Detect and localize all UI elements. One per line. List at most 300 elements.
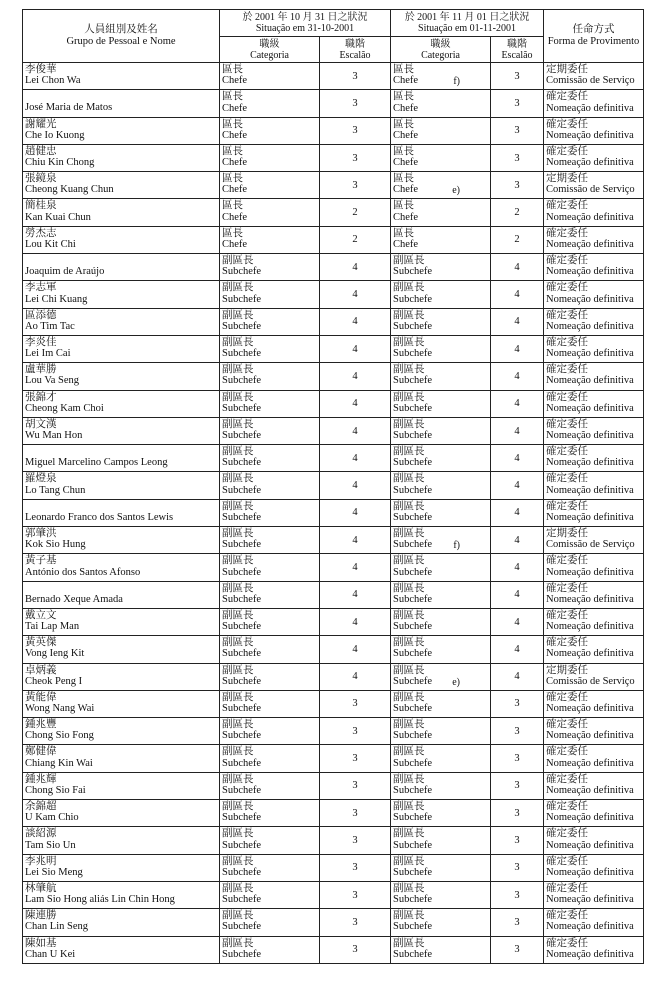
categoria-2-zh: 副區長: [393, 828, 425, 840]
forma-zh: 定期委任: [546, 64, 589, 75]
footnote-mark: e): [452, 185, 460, 197]
header-situation-2-pt: Situação em 01-11-2001: [418, 23, 516, 34]
escalao-2-cell: 4: [491, 663, 544, 690]
categoria-1-cell: [220, 63, 320, 90]
name-pt: Chan Lin Seng: [25, 921, 88, 933]
header-forma-zh: 任命方式: [572, 24, 615, 35]
categoria-2-cell: [391, 63, 491, 90]
forma-zh: 確定委任: [546, 391, 589, 403]
forma-cell: [544, 527, 644, 554]
categoria-2-zh: 副區長: [393, 882, 425, 894]
escalao-1-cell: 4: [320, 554, 391, 581]
forma-cell: [544, 800, 644, 827]
table-row: [23, 445, 644, 472]
categoria-1-cell: [220, 772, 320, 799]
forma-pt: Comissão de Serviço: [546, 184, 635, 196]
name-cell: [23, 800, 220, 827]
name-pt: Joaquim de Araújo: [25, 266, 105, 278]
categoria-2-zh: 副區長: [393, 609, 425, 621]
categoria-1-pt: Chefe: [222, 184, 248, 196]
table-row: [23, 472, 644, 499]
forma-cell: [544, 827, 644, 854]
name-zh: [25, 91, 219, 102]
categoria-2-pt: Subchefe: [393, 812, 433, 824]
table-row: [23, 254, 644, 281]
table-row: [23, 772, 644, 799]
forma-zh: 確定委任: [546, 418, 589, 430]
categoria-2-cell: [391, 472, 491, 499]
name-pt: José Maria de Matos: [25, 102, 113, 114]
categoria-1-zh: 副區長: [222, 910, 254, 922]
categoria-1-cell: [220, 827, 320, 854]
name-zh: 陳如基: [25, 937, 57, 949]
escalao-1-cell: 2: [320, 226, 391, 253]
categoria-1-zh: 副區長: [222, 255, 254, 267]
categoria-1-cell: [220, 581, 320, 608]
escalao-2-cell: 3: [491, 909, 544, 936]
escalao-1-cell: 4: [320, 445, 391, 472]
table-header: [23, 10, 644, 63]
categoria-2-cell: [391, 226, 491, 253]
name-cell: [23, 745, 220, 772]
escalao-2-cell: 4: [491, 281, 544, 308]
categoria-1-cell: [220, 363, 320, 390]
categoria-2-cell: [391, 172, 491, 199]
escalao-2-cell: 4: [491, 390, 544, 417]
categoria-1-pt: Subchefe: [222, 757, 262, 769]
categoria-2-zh: 副區長: [393, 473, 425, 485]
categoria-2-zh: 副區長: [393, 418, 425, 430]
name-pt: Wong Nang Wai: [25, 703, 95, 715]
escalao-1-cell: 3: [320, 800, 391, 827]
forma-pt: Comissão de Serviço: [546, 539, 635, 551]
forma-cell: [544, 690, 644, 717]
forma-pt: Nomeação definitiva: [546, 375, 634, 387]
categoria-2-pt: Subchefe: [393, 566, 433, 578]
categoria-1-zh: 副區長: [222, 609, 254, 621]
name-pt: Chong Sio Fai: [25, 784, 86, 796]
table-row: [23, 745, 644, 772]
escalao-2-cell: 3: [491, 827, 544, 854]
escalao-2-cell: 4: [491, 445, 544, 472]
escalao-2-cell: 4: [491, 417, 544, 444]
name-zh: 林肇航: [25, 882, 57, 894]
name-cell: [23, 172, 220, 199]
categoria-2-zh: 副區長: [393, 855, 425, 867]
categoria-1-zh: 區長: [222, 145, 243, 157]
forma-pt: Nomeação definitiva: [546, 621, 634, 633]
categoria-1-cell: [220, 199, 320, 226]
forma-cell: [544, 308, 644, 335]
name-zh: 鄭健偉: [25, 746, 57, 758]
categoria-2-cell: [391, 117, 491, 144]
escalao-1-cell: 3: [320, 144, 391, 171]
forma-pt: Comissão de Serviço: [546, 675, 635, 687]
forma-cell: [544, 881, 644, 908]
forma-zh: 確定委任: [546, 473, 589, 485]
categoria-2-pt: Chefe: [393, 129, 419, 141]
categoria-1-cell: [220, 417, 320, 444]
table-row: [23, 363, 644, 390]
categoria-2-pt: Chefe: [393, 211, 419, 223]
forma-zh: 確定委任: [546, 882, 589, 894]
name-cell: [23, 718, 220, 745]
categoria-1-zh: 區長: [222, 200, 243, 212]
categoria-2-cell: [391, 281, 491, 308]
categoria-1-cell: [220, 499, 320, 526]
categoria-1-cell: [220, 554, 320, 581]
forma-zh: 確定委任: [546, 255, 589, 267]
table-row: [23, 800, 644, 827]
escalao-1-cell: 3: [320, 854, 391, 881]
name-pt: Lei Sio Meng: [25, 866, 83, 878]
categoria-2-cell: [391, 144, 491, 171]
escalao-1-cell: 3: [320, 90, 391, 117]
escalao-2-cell: 3: [491, 172, 544, 199]
header-escalao-1: [320, 37, 391, 63]
categoria-1-pt: Subchefe: [222, 648, 262, 660]
escalao-1-cell: 2: [320, 199, 391, 226]
name-zh: 談紹源: [25, 828, 57, 840]
forma-cell: [544, 909, 644, 936]
categoria-1-pt: Subchefe: [222, 539, 262, 551]
header-categoria-2: [391, 37, 491, 63]
forma-pt: Nomeação definitiva: [546, 730, 634, 742]
forma-pt: Nomeação definitiva: [546, 784, 634, 796]
forma-cell: [544, 581, 644, 608]
escalao-2-cell: 3: [491, 800, 544, 827]
escalao-1-cell: 3: [320, 772, 391, 799]
name-zh: 卓炳義: [25, 664, 57, 676]
name-pt: António dos Santos Afonso: [25, 566, 141, 578]
categoria-2-cell: [391, 800, 491, 827]
categoria-2-zh: 副區長: [393, 773, 425, 785]
forma-pt: Nomeação definitiva: [546, 894, 634, 906]
header-esc-pt: Escalão: [501, 49, 533, 61]
table-row: [23, 608, 644, 635]
escalao-1-cell: 4: [320, 663, 391, 690]
escalao-2-cell: 4: [491, 581, 544, 608]
forma-pt: Nomeação definitiva: [546, 839, 634, 851]
table-row: [23, 690, 644, 717]
escalao-2-cell: 3: [491, 854, 544, 881]
name-cell: [23, 608, 220, 635]
forma-pt: Nomeação definitiva: [546, 211, 634, 223]
forma-zh: 確定委任: [546, 446, 589, 458]
forma-pt: Nomeação definitiva: [546, 812, 634, 824]
table-row: [23, 499, 644, 526]
name-zh: [25, 446, 219, 457]
categoria-2-pt: Chefe: [393, 157, 419, 169]
forma-zh: 確定委任: [546, 227, 589, 239]
name-cell: [23, 581, 220, 608]
name-pt: Ao Tim Tac: [25, 320, 75, 332]
table-row: [23, 881, 644, 908]
escalao-1-cell: 4: [320, 363, 391, 390]
forma-zh: 確定委任: [546, 500, 589, 512]
table-row: [23, 554, 644, 581]
table-row: [23, 144, 644, 171]
forma-pt: Nomeação definitiva: [546, 266, 634, 278]
categoria-2-cell: [391, 445, 491, 472]
name-cell: [23, 690, 220, 717]
categoria-1-zh: 副區長: [222, 719, 254, 731]
name-cell: [23, 144, 220, 171]
forma-cell: [544, 854, 644, 881]
categoria-1-zh: 副區長: [222, 500, 254, 512]
categoria-1-zh: 副區長: [222, 882, 254, 894]
escalao-1-cell: 4: [320, 472, 391, 499]
escalao-2-cell: 4: [491, 335, 544, 362]
categoria-1-cell: [220, 800, 320, 827]
forma-cell: [544, 745, 644, 772]
name-zh: 李炎佳: [25, 336, 57, 348]
forma-zh: 確定委任: [546, 719, 589, 731]
categoria-1-cell: [220, 144, 320, 171]
categoria-2-zh: 副區長: [393, 336, 425, 348]
categoria-1-pt: Subchefe: [222, 675, 262, 687]
forma-pt: Comissão de Serviço: [546, 75, 635, 87]
categoria-2-cell: [391, 936, 491, 963]
escalao-1-cell: 3: [320, 909, 391, 936]
categoria-2-cell: [391, 663, 491, 690]
header-name-column: [23, 10, 220, 63]
categoria-1-pt: Chefe: [222, 129, 248, 141]
name-zh: 黃能偉: [25, 691, 57, 703]
escalao-2-cell: 4: [491, 499, 544, 526]
name-pt: U Kam Chio: [25, 812, 79, 824]
forma-zh: 確定委任: [546, 336, 589, 348]
name-pt: Wu Man Hon: [25, 430, 83, 442]
name-pt: Cheok Peng I: [25, 675, 83, 687]
categoria-1-zh: 副區長: [222, 746, 254, 758]
table-row: [23, 172, 644, 199]
name-pt: Lei Chon Wa: [25, 75, 81, 87]
categoria-1-zh: 區長: [222, 173, 243, 185]
categoria-1-zh: 區長: [222, 118, 243, 130]
name-cell: [23, 499, 220, 526]
categoria-1-zh: 區長: [222, 64, 243, 75]
categoria-1-cell: [220, 445, 320, 472]
name-pt: Miguel Marcelino Campos Leong: [25, 457, 168, 469]
forma-pt: Nomeação definitiva: [546, 430, 634, 442]
name-pt: Lam Sio Hong aliás Lin Chin Hong: [25, 894, 175, 906]
forma-zh: 確定委任: [546, 855, 589, 867]
header-situation-1-zh: 於 2001 年 10 月 31 日之狀況: [242, 12, 368, 23]
forma-cell: [544, 445, 644, 472]
escalao-2-cell: 4: [491, 554, 544, 581]
table-row: [23, 417, 644, 444]
name-cell: [23, 117, 220, 144]
forma-cell: [544, 199, 644, 226]
name-zh: 勞杰志: [25, 227, 57, 239]
categoria-2-pt: Subchefe: [393, 621, 433, 633]
categoria-1-pt: Subchefe: [222, 948, 262, 960]
categoria-1-zh: 副區長: [222, 773, 254, 785]
categoria-2-cell: [391, 718, 491, 745]
categoria-2-zh: 區長: [393, 118, 414, 130]
table-row: [23, 936, 644, 963]
categoria-1-cell: [220, 281, 320, 308]
forma-pt: Nomeação definitiva: [546, 648, 634, 660]
categoria-2-pt: Subchefe: [393, 484, 433, 496]
categoria-2-pt: Subchefe: [393, 921, 433, 933]
forma-pt: Nomeação definitiva: [546, 948, 634, 960]
escalao-1-cell: 4: [320, 417, 391, 444]
categoria-2-pt: Subchefe: [393, 457, 433, 469]
categoria-1-cell: [220, 117, 320, 144]
forma-zh: 確定委任: [546, 910, 589, 922]
name-cell: [23, 854, 220, 881]
categoria-2-cell: [391, 199, 491, 226]
table-row: [23, 226, 644, 253]
forma-cell: [544, 554, 644, 581]
forma-zh: 確定委任: [546, 282, 589, 294]
categoria-1-cell: [220, 335, 320, 362]
categoria-2-pt: Subchefe: [393, 675, 433, 687]
categoria-1-zh: 副區長: [222, 364, 254, 376]
categoria-2-zh: 副區長: [393, 801, 425, 813]
categoria-1-cell: [220, 90, 320, 117]
name-zh: 李志軍: [25, 282, 57, 294]
categoria-2-pt: Subchefe: [393, 703, 433, 715]
name-pt: Chiu Kin Chong: [25, 157, 95, 169]
categoria-2-zh: 副區長: [393, 528, 425, 540]
name-zh: 鍾兆輝: [25, 773, 57, 785]
escalao-2-cell: 4: [491, 636, 544, 663]
name-pt: Tai Lap Man: [25, 621, 80, 633]
name-zh: 李俊華: [25, 64, 57, 75]
escalao-1-cell: 3: [320, 745, 391, 772]
categoria-1-zh: 區長: [222, 91, 243, 103]
name-pt: Lei Im Cai: [25, 348, 71, 360]
categoria-2-cell: [391, 881, 491, 908]
forma-cell: [544, 144, 644, 171]
forma-cell: [544, 363, 644, 390]
categoria-1-pt: Subchefe: [222, 484, 262, 496]
categoria-1-cell: [220, 308, 320, 335]
categoria-1-zh: 副區長: [222, 555, 254, 567]
header-situation-2-zh: 於 2001 年 11 月 01 日之狀況: [404, 12, 530, 23]
forma-zh: 確定委任: [546, 309, 589, 321]
table-row: [23, 663, 644, 690]
categoria-1-zh: 副區長: [222, 528, 254, 540]
categoria-1-pt: Subchefe: [222, 866, 262, 878]
forma-cell: [544, 417, 644, 444]
table-row: [23, 390, 644, 417]
categoria-2-cell: [391, 581, 491, 608]
name-pt: Kok Sio Hung: [25, 539, 86, 551]
categoria-1-cell: [220, 909, 320, 936]
categoria-2-zh: 副區長: [393, 691, 425, 703]
categoria-1-zh: 副區長: [222, 391, 254, 403]
header-name-pt: Grupo de Pessoal e Nome: [66, 36, 176, 47]
name-cell: [23, 390, 220, 417]
header-name-zh: 人員組別及姓名: [84, 24, 158, 35]
table-row: [23, 90, 644, 117]
categoria-1-cell: [220, 718, 320, 745]
categoria-1-pt: Subchefe: [222, 784, 262, 796]
categoria-2-cell: [391, 90, 491, 117]
escalao-2-cell: 4: [491, 527, 544, 554]
table-row: [23, 909, 644, 936]
categoria-2-zh: 區長: [393, 173, 414, 185]
categoria-1-cell: [220, 936, 320, 963]
escalao-2-cell: 3: [491, 690, 544, 717]
name-zh: 陳連勝: [25, 910, 57, 922]
escalao-2-cell: 3: [491, 718, 544, 745]
categoria-1-zh: 副區長: [222, 637, 254, 649]
name-zh: 李兆明: [25, 855, 57, 867]
categoria-1-zh: 副區長: [222, 282, 254, 294]
header-forma-pt: Forma de Provimento: [547, 36, 640, 47]
header-esc-zh: 職階: [345, 38, 365, 50]
escalao-2-cell: 2: [491, 226, 544, 253]
forma-cell: [544, 335, 644, 362]
escalao-2-cell: 3: [491, 63, 544, 90]
forma-zh: 確定委任: [546, 637, 589, 649]
categoria-2-zh: 副區長: [393, 937, 425, 949]
categoria-1-cell: [220, 608, 320, 635]
forma-zh: 確定委任: [546, 746, 589, 758]
name-pt: Chan U Kei: [25, 948, 76, 960]
categoria-1-cell: [220, 745, 320, 772]
forma-cell: [544, 936, 644, 963]
forma-pt: Nomeação definitiva: [546, 566, 634, 578]
categoria-2-zh: 副區長: [393, 446, 425, 458]
footnote-mark: e): [452, 676, 460, 688]
categoria-2-pt: Subchefe: [393, 730, 433, 742]
table-row: [23, 581, 644, 608]
name-zh: 簡桂泉: [25, 200, 57, 212]
categoria-2-zh: 副區長: [393, 746, 425, 758]
forma-cell: [544, 63, 644, 90]
forma-pt: Nomeação definitiva: [546, 511, 634, 523]
forma-zh: 定期委任: [546, 664, 589, 676]
categoria-2-pt: Subchefe: [393, 593, 433, 605]
name-pt: Bernado Xeque Amada: [25, 593, 123, 605]
escalao-2-cell: 3: [491, 772, 544, 799]
escalao-1-cell: 4: [320, 281, 391, 308]
categoria-2-pt: Subchefe: [393, 948, 433, 960]
name-zh: [25, 255, 219, 266]
categoria-2-cell: [391, 335, 491, 362]
categoria-1-cell: [220, 254, 320, 281]
forma-cell: [544, 172, 644, 199]
categoria-1-zh: 副區長: [222, 664, 254, 676]
categoria-1-zh: 副區長: [222, 828, 254, 840]
name-zh: 謝耀光: [25, 118, 57, 130]
escalao-1-cell: 4: [320, 581, 391, 608]
categoria-2-pt: Subchefe: [393, 430, 433, 442]
categoria-2-pt: Subchefe: [393, 757, 433, 769]
categoria-1-pt: Subchefe: [222, 566, 262, 578]
categoria-1-pt: Subchefe: [222, 375, 262, 387]
name-pt: Lou Va Seng: [25, 375, 80, 387]
table-row: [23, 335, 644, 362]
categoria-2-zh: 區長: [393, 227, 414, 239]
escalao-1-cell: 3: [320, 881, 391, 908]
name-cell: [23, 417, 220, 444]
categoria-2-zh: 副區長: [393, 582, 425, 594]
escalao-1-cell: 4: [320, 254, 391, 281]
forma-pt: Nomeação definitiva: [546, 484, 634, 496]
categoria-2-pt: Subchefe: [393, 402, 433, 414]
forma-zh: 確定委任: [546, 555, 589, 567]
forma-pt: Nomeação definitiva: [546, 348, 634, 360]
forma-pt: Nomeação definitiva: [546, 703, 634, 715]
escalao-1-cell: 3: [320, 63, 391, 90]
